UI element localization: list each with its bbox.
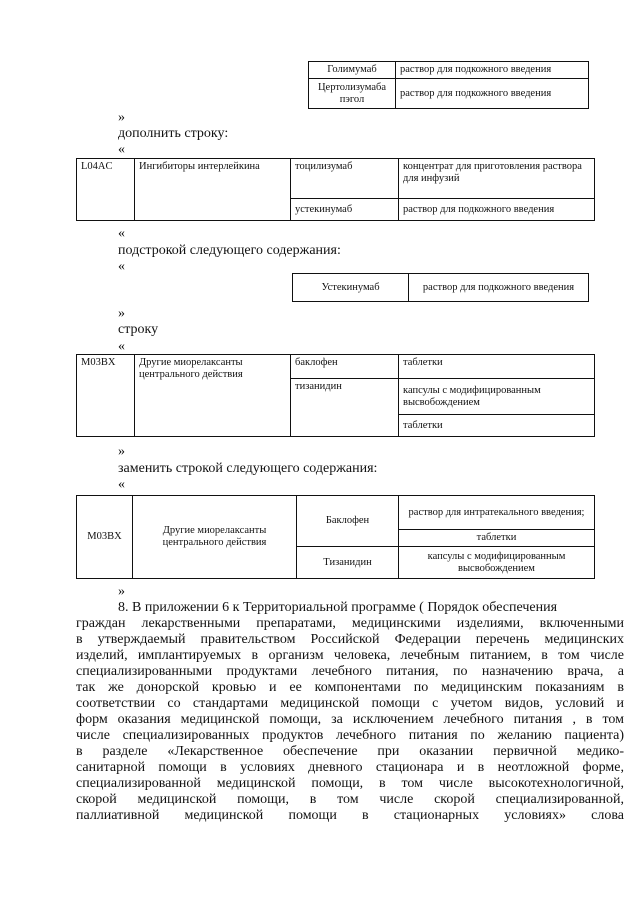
paragraph-line: граждан лекарственными препаратами, медицинскими изделиями, включенными [76, 616, 624, 631]
atc-code-cell: M03BX [77, 355, 135, 437]
drug-form-cell: раствор для подкожного введения [396, 79, 589, 109]
table-row [293, 274, 589, 302]
drug-name-cell: баклофен [291, 355, 399, 379]
paragraph-line: в утверждаемый правительством Российской Федерации перечень медицинских [76, 632, 624, 647]
drug-form-cell: концентрат для приготовления раствора для инфузий [399, 159, 595, 199]
atc-code-cell: L04AC [77, 159, 135, 221]
paragraph-line: паллиативной медицинской помощи в стационарных условиях» слова [76, 808, 624, 823]
table-row [77, 355, 595, 379]
drug-form-cell: таблетки [399, 530, 595, 547]
table-row [77, 496, 595, 530]
paragraph-line: числе специализированных продуктов лечебного питания по желанию пациента) [76, 728, 624, 743]
opening-quote: « [118, 259, 125, 274]
drug-group-cell: Ингибиторы интерлейкина [135, 159, 291, 221]
atc-code-cell: M03BX [77, 496, 133, 579]
paragraph-line: изделий, имплантируемых в организм человека, лечебным питанием, в том числе [76, 648, 624, 663]
drug-name-cell: тизанидин [291, 379, 399, 437]
drug-form-cell: раствор для подкожного введения [409, 274, 589, 302]
opening-quote: « [118, 142, 125, 157]
drug-name-cell: устекинумаб [291, 199, 399, 221]
instruction-subrow: подстрокой следующего содержания: [118, 243, 341, 258]
paragraph-line: специализированной медицинской помощи, в том числе высокотехнологичной, [76, 776, 624, 791]
drug-name-cell: Баклофен [297, 496, 399, 547]
drug-group-cell: Другие миорелаксанты центрального действия [133, 496, 297, 579]
paragraph-line: 8. В приложении 6 к Территориальной программе ( Порядок обеспечения [118, 600, 558, 615]
drug-form-cell: таблетки [399, 355, 595, 379]
paragraph-line: форм оказания медицинской помощи, за исключением лечебного питания , в том [76, 712, 624, 727]
opening-quote: « [118, 226, 125, 241]
closing-quote: » [118, 110, 125, 125]
paragraph-line: санитарной помощи в условиях дневного стационара и в неотложной форме, [76, 760, 624, 775]
paragraph-line: в разделе «Лекарственное обеспечение при оказании первичной медико- [76, 744, 624, 759]
drug-form-cell: капсулы с модифицированным высвобождением [399, 547, 595, 579]
opening-quote: « [118, 477, 125, 492]
table-row [77, 159, 595, 199]
table-row [309, 79, 589, 109]
drug-form-cell: раствор для интратекального введения; [399, 496, 595, 530]
table-ustekinumab-subrow [292, 273, 589, 302]
drug-form-cell: капсулы с модифицированным высвобождением [399, 379, 595, 415]
paragraph-line: так же донорской кровью и ее компонентами по медицинским показаниям в [76, 680, 624, 695]
closing-quote: » [118, 584, 125, 599]
instruction-row: строку [118, 322, 159, 337]
table-interleukin-inhibitors [76, 158, 595, 221]
instruction-replace: заменить строкой следующего содержания: [118, 461, 378, 476]
drug-name-cell: Цертолизумаба пэгол [309, 79, 396, 109]
table-muscle-relaxants-new [76, 495, 595, 579]
table-drug-forms-1 [308, 61, 589, 109]
drug-form-cell: раствор для подкожного введения [396, 62, 589, 79]
paragraph-line: скорой медицинской помощи, в том числе скорой специализированной, [76, 792, 624, 807]
drug-name-cell: Устекинумаб [293, 274, 409, 302]
paragraph-line: соответствии со стандартами медицинской помощи с учетом видов, условий и [76, 696, 624, 711]
paragraph-8 [76, 600, 624, 824]
drug-name-cell: тоцилизумаб [291, 159, 399, 199]
table-muscle-relaxants-old [76, 354, 595, 437]
drug-form-cell: раствор для подкожного введения [399, 199, 595, 221]
opening-quote: « [118, 339, 125, 354]
table-row [309, 62, 589, 79]
closing-quote: » [118, 444, 125, 459]
drug-group-cell: Другие миорелаксанты центрального действия [135, 355, 291, 437]
drug-name-cell: Голимумаб [309, 62, 396, 79]
instruction-add-row: дополнить строку: [118, 126, 229, 141]
closing-quote: » [118, 306, 125, 321]
paragraph-line: специализированными продуктами лечебного питания, по назначению врача, а [76, 664, 624, 679]
drug-name-cell: Тизанидин [297, 547, 399, 579]
drug-form-cell: таблетки [399, 415, 595, 437]
